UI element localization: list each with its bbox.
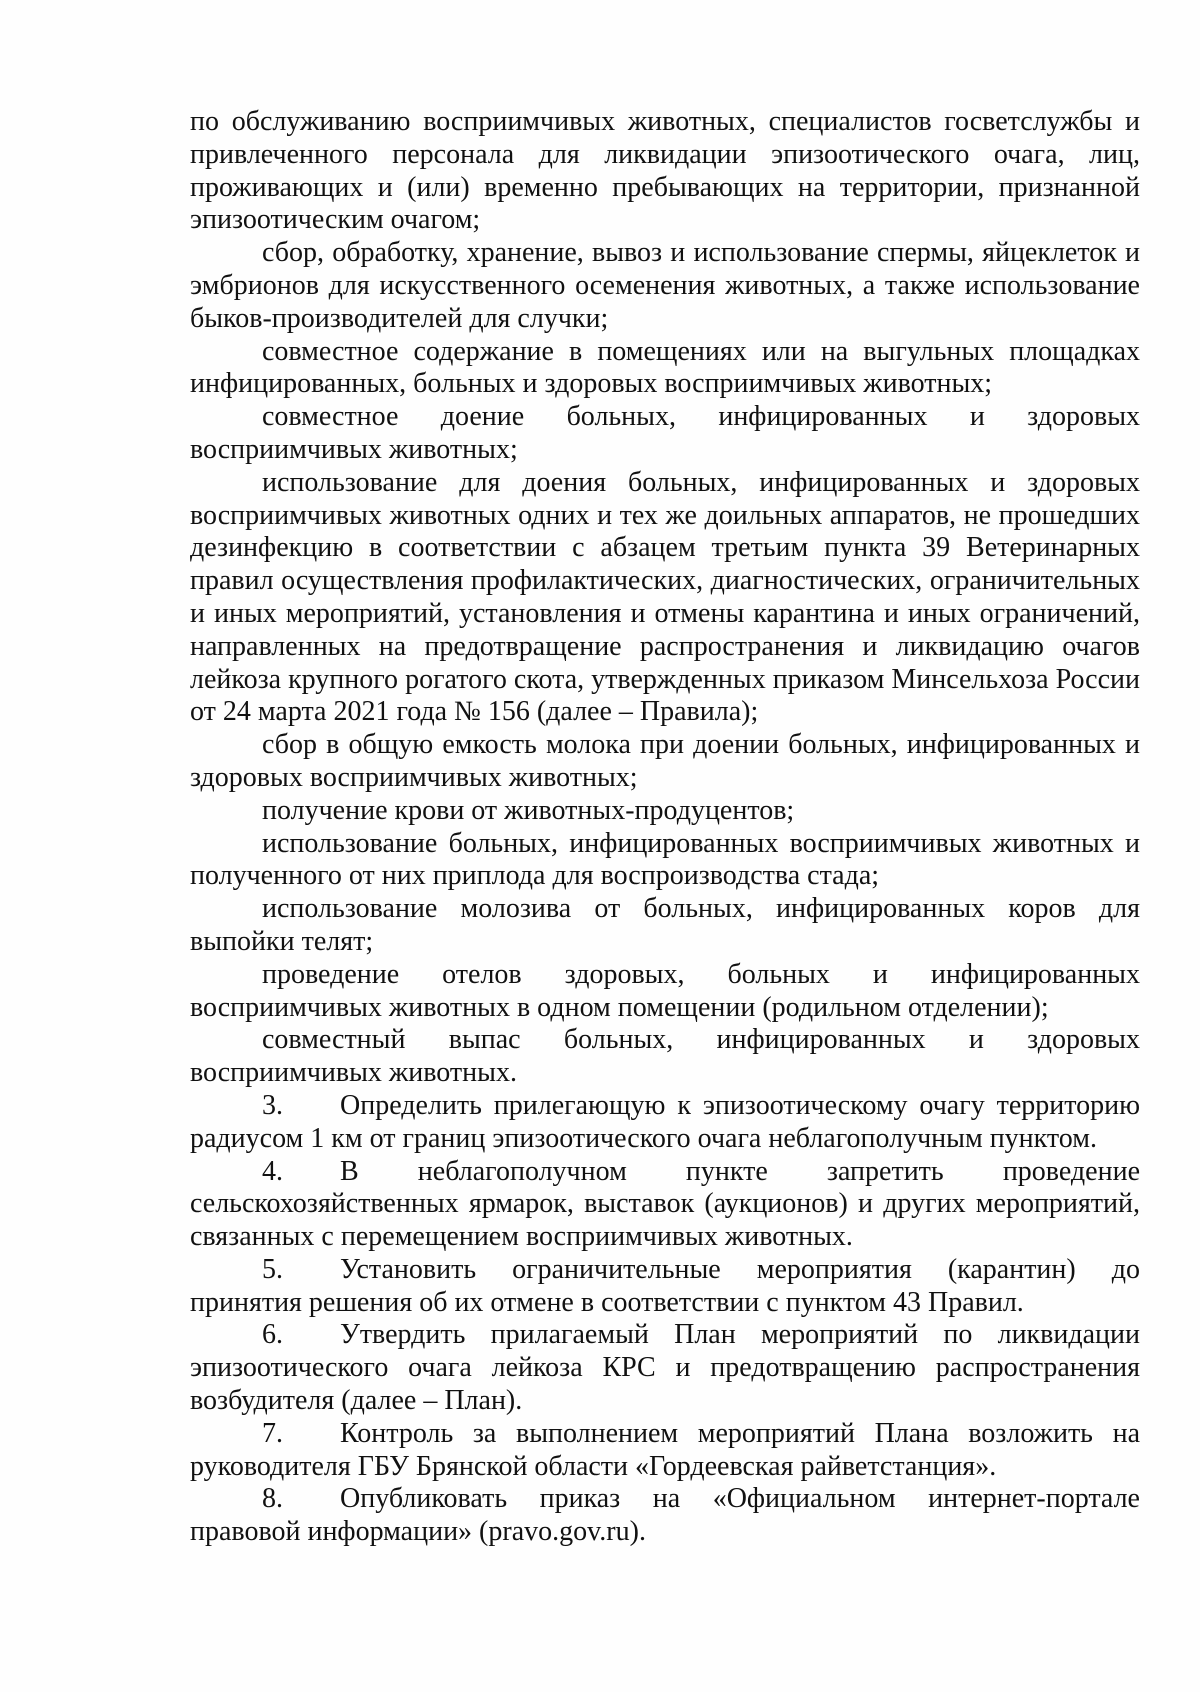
item-text: В неблагополучном пункте запретить проведение сельскохозяйственных ярмарок, выставок (аукционов) и других мероприятий, связанных с перемещением восприимчивых животных. <box>190 1155 1140 1253</box>
paragraph: сбор, обработку, хранение, вывоз и использование спермы, яйцеклеток и эмбрионов для искусственного осеменения животных, а также использование быков-производителей для случки; <box>190 237 1140 334</box>
paragraph: получение крови от животных-продуцентов; <box>262 794 795 826</box>
item-number: 8. <box>262 1483 283 1515</box>
paragraph: проведение отелов здоровых, больных и инфицированных восприимчивых животных в одном помещении (родильном отделении); <box>190 958 1140 1023</box>
item-number: 7. <box>262 1417 283 1449</box>
paragraph: совместное содержание в помещениях или на выгульных площадках инфицированных, больных и здоровых восприимчивых животных; <box>190 335 1140 400</box>
item-text: Определить прилегающую к эпизоотическому очагу территорию радиусом 1 км от границ эпизоотического очага неблагополучным пунктом. <box>190 1089 1140 1154</box>
paragraph: по обслуживанию восприимчивых животных, специалистов госветслужбы и привлеченного персонала для ликвидации эпизоотического очага, лиц, проживающих и (или) временно пребывающих на территории, признанной эпизоотическим очагом; <box>190 106 1140 236</box>
numbered-item-5 <box>190 1254 1140 1320</box>
paragraph: использование для доения больных, инфицированных и здоровых восприимчивых животных одних и тех же доильных аппаратов, не прошедших дезинфекцию в соответствии с абзацем третьим пункта 39 Ветеринарных правил осуществления профилактических, диагностических, ограничительных и иных мероприятий, установления и отмены карантина и иных ограничений, направленных на предотвращение распространения и ликвидацию очагов лейкоза крупного рогатого скота, утвержденных приказом Минсельхоза России от 24 марта 2021 года № 156 (далее – Правила); <box>190 466 1140 728</box>
item-text: Контроль за выполнением мероприятий Плана возложить на руководителя ГБУ Брянской области «Гордеевская райветстанция». <box>190 1417 1140 1482</box>
item-number: 3. <box>262 1089 283 1121</box>
paragraph: использование молозива от больных, инфицированных коров для выпойки телят; <box>190 893 1140 957</box>
numbered-item-3 <box>190 1090 1140 1156</box>
paragraph: сбор в общую емкость молока при доении больных, инфицированных и здоровых восприимчивых животных; <box>190 729 1140 793</box>
paragraph: использование больных, инфицированных восприимчивых животных и полученного от них приплода для воспроизводства стада; <box>190 827 1140 892</box>
item-number: 5. <box>262 1253 283 1285</box>
item-number: 6. <box>262 1319 283 1351</box>
numbered-item-8 <box>190 1483 1140 1549</box>
numbered-item-4 <box>190 1156 1140 1254</box>
paragraph: совместный выпас больных, инфицированных и здоровых восприимчивых животных. <box>190 1024 1140 1089</box>
item-text: Опубликовать приказ на «Официальном интернет-портале правовой информации» (pravo.gov.ru). <box>190 1483 1140 1548</box>
item-number: 4. <box>262 1155 283 1187</box>
item-text: Установить ограничительные мероприятия (карантин) до принятия решения об их отмене в соответствии с пунктом 43 Правил. <box>190 1253 1140 1318</box>
item-text: Утвердить прилагаемый План мероприятий по ликвидации эпизоотического очага лейкоза КРС и предотвращению распространения возбудителя (далее – План). <box>190 1319 1140 1417</box>
document-body <box>190 106 1140 1549</box>
numbered-item-6 <box>190 1319 1140 1417</box>
paragraph: совместное доение больных, инфицированных и здоровых восприимчивых животных; <box>190 401 1140 465</box>
numbered-item-7 <box>190 1418 1140 1484</box>
